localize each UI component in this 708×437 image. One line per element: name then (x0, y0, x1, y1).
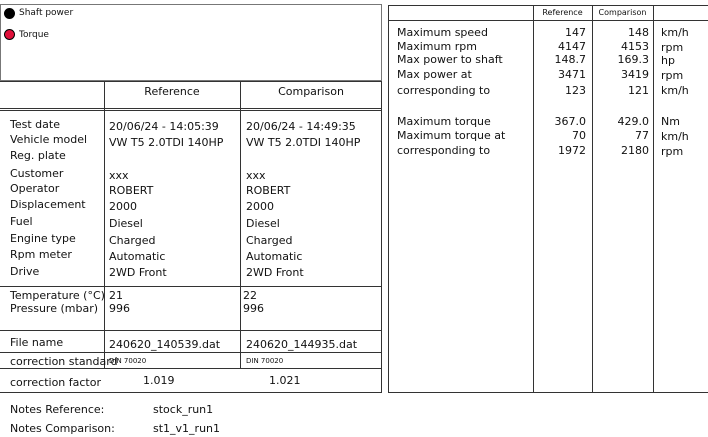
label-correction-standard: correction standard (10, 355, 118, 368)
cmp-correction-standard: DIN 70020 (246, 357, 284, 365)
info-col-comparison: Comparison (278, 85, 344, 98)
cmp-maximum-torque: 429.0 (617, 115, 649, 128)
legend-label-shaft-power: Shaft power (19, 8, 74, 18)
results-col-reference: Reference (542, 8, 583, 17)
ref-engine-type: Charged (109, 234, 156, 247)
ref-file-name: 240620_140539.dat (109, 338, 221, 351)
divider (533, 5, 534, 393)
divider (388, 392, 708, 393)
ref-max-power-at: 3471 (558, 68, 586, 81)
label-displacement: Displacement (10, 198, 86, 211)
label-drive: Drive (10, 265, 40, 278)
ref-customer: xxx (109, 169, 129, 182)
label-rpm-meter: Rpm meter (10, 248, 72, 261)
label-engine-type: Engine type (10, 232, 76, 245)
ref-pressure: 996 (109, 302, 130, 315)
unit-max-power: hp (661, 54, 675, 67)
cmp-vehicle-model: VW T5 2.0TDI 140HP (246, 136, 361, 149)
label-max-power-to-shaft: Max power to shaft (397, 53, 503, 66)
ref-vehicle-model: VW T5 2.0TDI 140HP (109, 136, 224, 149)
cmp-power-corresponding-to: 121 (628, 84, 649, 97)
results-col-comparison: Comparison (598, 8, 647, 17)
divider (592, 5, 593, 393)
ref-temperature: 21 (109, 289, 123, 302)
info-col-reference: Reference (144, 85, 200, 98)
label-maximum-rpm: Maximum rpm (397, 40, 477, 53)
cmp-operator: ROBERT (246, 184, 291, 197)
ref-power-corresponding-to: 123 (565, 84, 586, 97)
unit-power-corresponding-to: km/h (661, 84, 689, 97)
ref-drive: 2WD Front (109, 266, 167, 279)
notes-comparison-value: st1_v1_run1 (153, 422, 221, 435)
cmp-correction-factor: 1.021 (269, 374, 301, 387)
cmp-test-date: 20/06/24 - 14:49:35 (246, 120, 356, 133)
cmp-max-power-at: 3419 (621, 68, 649, 81)
cmp-file-name: 240620_144935.dat (246, 338, 358, 351)
label-power-corresponding-to: corresponding to (397, 84, 491, 97)
notes-reference-label: Notes Reference: (10, 403, 105, 416)
cmp-pressure: 996 (243, 302, 264, 315)
label-correction-factor: correction factor (10, 376, 101, 389)
cmp-maximum-rpm: 4153 (621, 40, 649, 53)
label-pressure: Pressure (mbar) (10, 302, 99, 315)
ref-correction-factor: 1.019 (143, 374, 175, 387)
cmp-temperature: 22 (243, 289, 257, 302)
divider (0, 110, 382, 111)
unit-torque-corresponding-to: rpm (661, 145, 684, 158)
divider (0, 81, 382, 82)
unit-max-power-at: rpm (661, 69, 684, 82)
shaft-power-legend-dot (4, 8, 15, 19)
label-customer: Customer (10, 167, 64, 180)
unit-maximum-speed: km/h (661, 26, 689, 39)
ref-maximum-rpm: 4147 (558, 40, 586, 53)
label-temperature: Temperature (°C) (10, 289, 105, 302)
cmp-engine-type: Charged (246, 234, 293, 247)
cmp-drive: 2WD Front (246, 266, 304, 279)
notes-reference-value: stock_run1 (153, 403, 214, 416)
divider (104, 81, 105, 368)
ref-maximum-torque: 367.0 (554, 115, 586, 128)
unit-maximum-rpm: rpm (661, 41, 684, 54)
ref-fuel: Diesel (109, 217, 143, 230)
ref-maximum-speed: 147 (565, 26, 586, 39)
divider (388, 20, 708, 21)
ref-torque-corresponding-to: 1972 (558, 144, 586, 157)
label-reg-plate: Reg. plate (10, 149, 66, 162)
divider (0, 352, 382, 353)
divider (240, 81, 241, 368)
label-torque-corresponding-to: corresponding to (397, 144, 491, 157)
divider (653, 5, 654, 393)
ref-maximum-torque-at: 70 (572, 129, 586, 142)
ref-correction-standard: DIN 70020 (109, 357, 147, 365)
label-file-name: File name (10, 336, 64, 349)
divider (0, 368, 382, 369)
cmp-maximum-speed: 148 (628, 26, 649, 39)
label-maximum-torque: Maximum torque (397, 115, 491, 128)
cmp-torque-corresponding-to: 2180 (621, 144, 649, 157)
divider (0, 108, 382, 109)
cmp-customer: xxx (246, 169, 266, 182)
label-operator: Operator (10, 182, 60, 195)
label-maximum-torque-at: Maximum torque at (397, 129, 506, 142)
ref-max-power: 148.7 (554, 53, 586, 66)
label-max-power-at: Max power at (397, 68, 472, 81)
label-maximum-speed: Maximum speed (397, 26, 488, 39)
divider (0, 330, 382, 331)
cmp-fuel: Diesel (246, 217, 280, 230)
cmp-maximum-torque-at: 77 (635, 129, 649, 142)
divider (381, 81, 382, 392)
ref-rpm-meter: Automatic (109, 250, 166, 263)
label-test-date: Test date (10, 118, 60, 131)
unit-maximum-torque: Nm (661, 115, 680, 128)
label-vehicle-model: Vehicle model (10, 133, 88, 146)
unit-maximum-torque-at: km/h (661, 130, 689, 143)
ref-displacement: 2000 (109, 200, 137, 213)
cmp-displacement: 2000 (246, 200, 274, 213)
label-fuel: Fuel (10, 215, 33, 228)
divider (388, 5, 389, 393)
divider (0, 392, 382, 393)
torque-legend-dot (4, 29, 15, 40)
ref-test-date: 20/06/24 - 14:05:39 (109, 120, 219, 133)
ref-operator: ROBERT (109, 184, 154, 197)
notes-comparison-label: Notes Comparison: (10, 422, 115, 435)
divider (388, 5, 708, 6)
divider (0, 286, 382, 287)
legend-label-torque: Torque (19, 30, 49, 40)
cmp-rpm-meter: Automatic (246, 250, 303, 263)
cmp-max-power: 169.3 (617, 53, 649, 66)
